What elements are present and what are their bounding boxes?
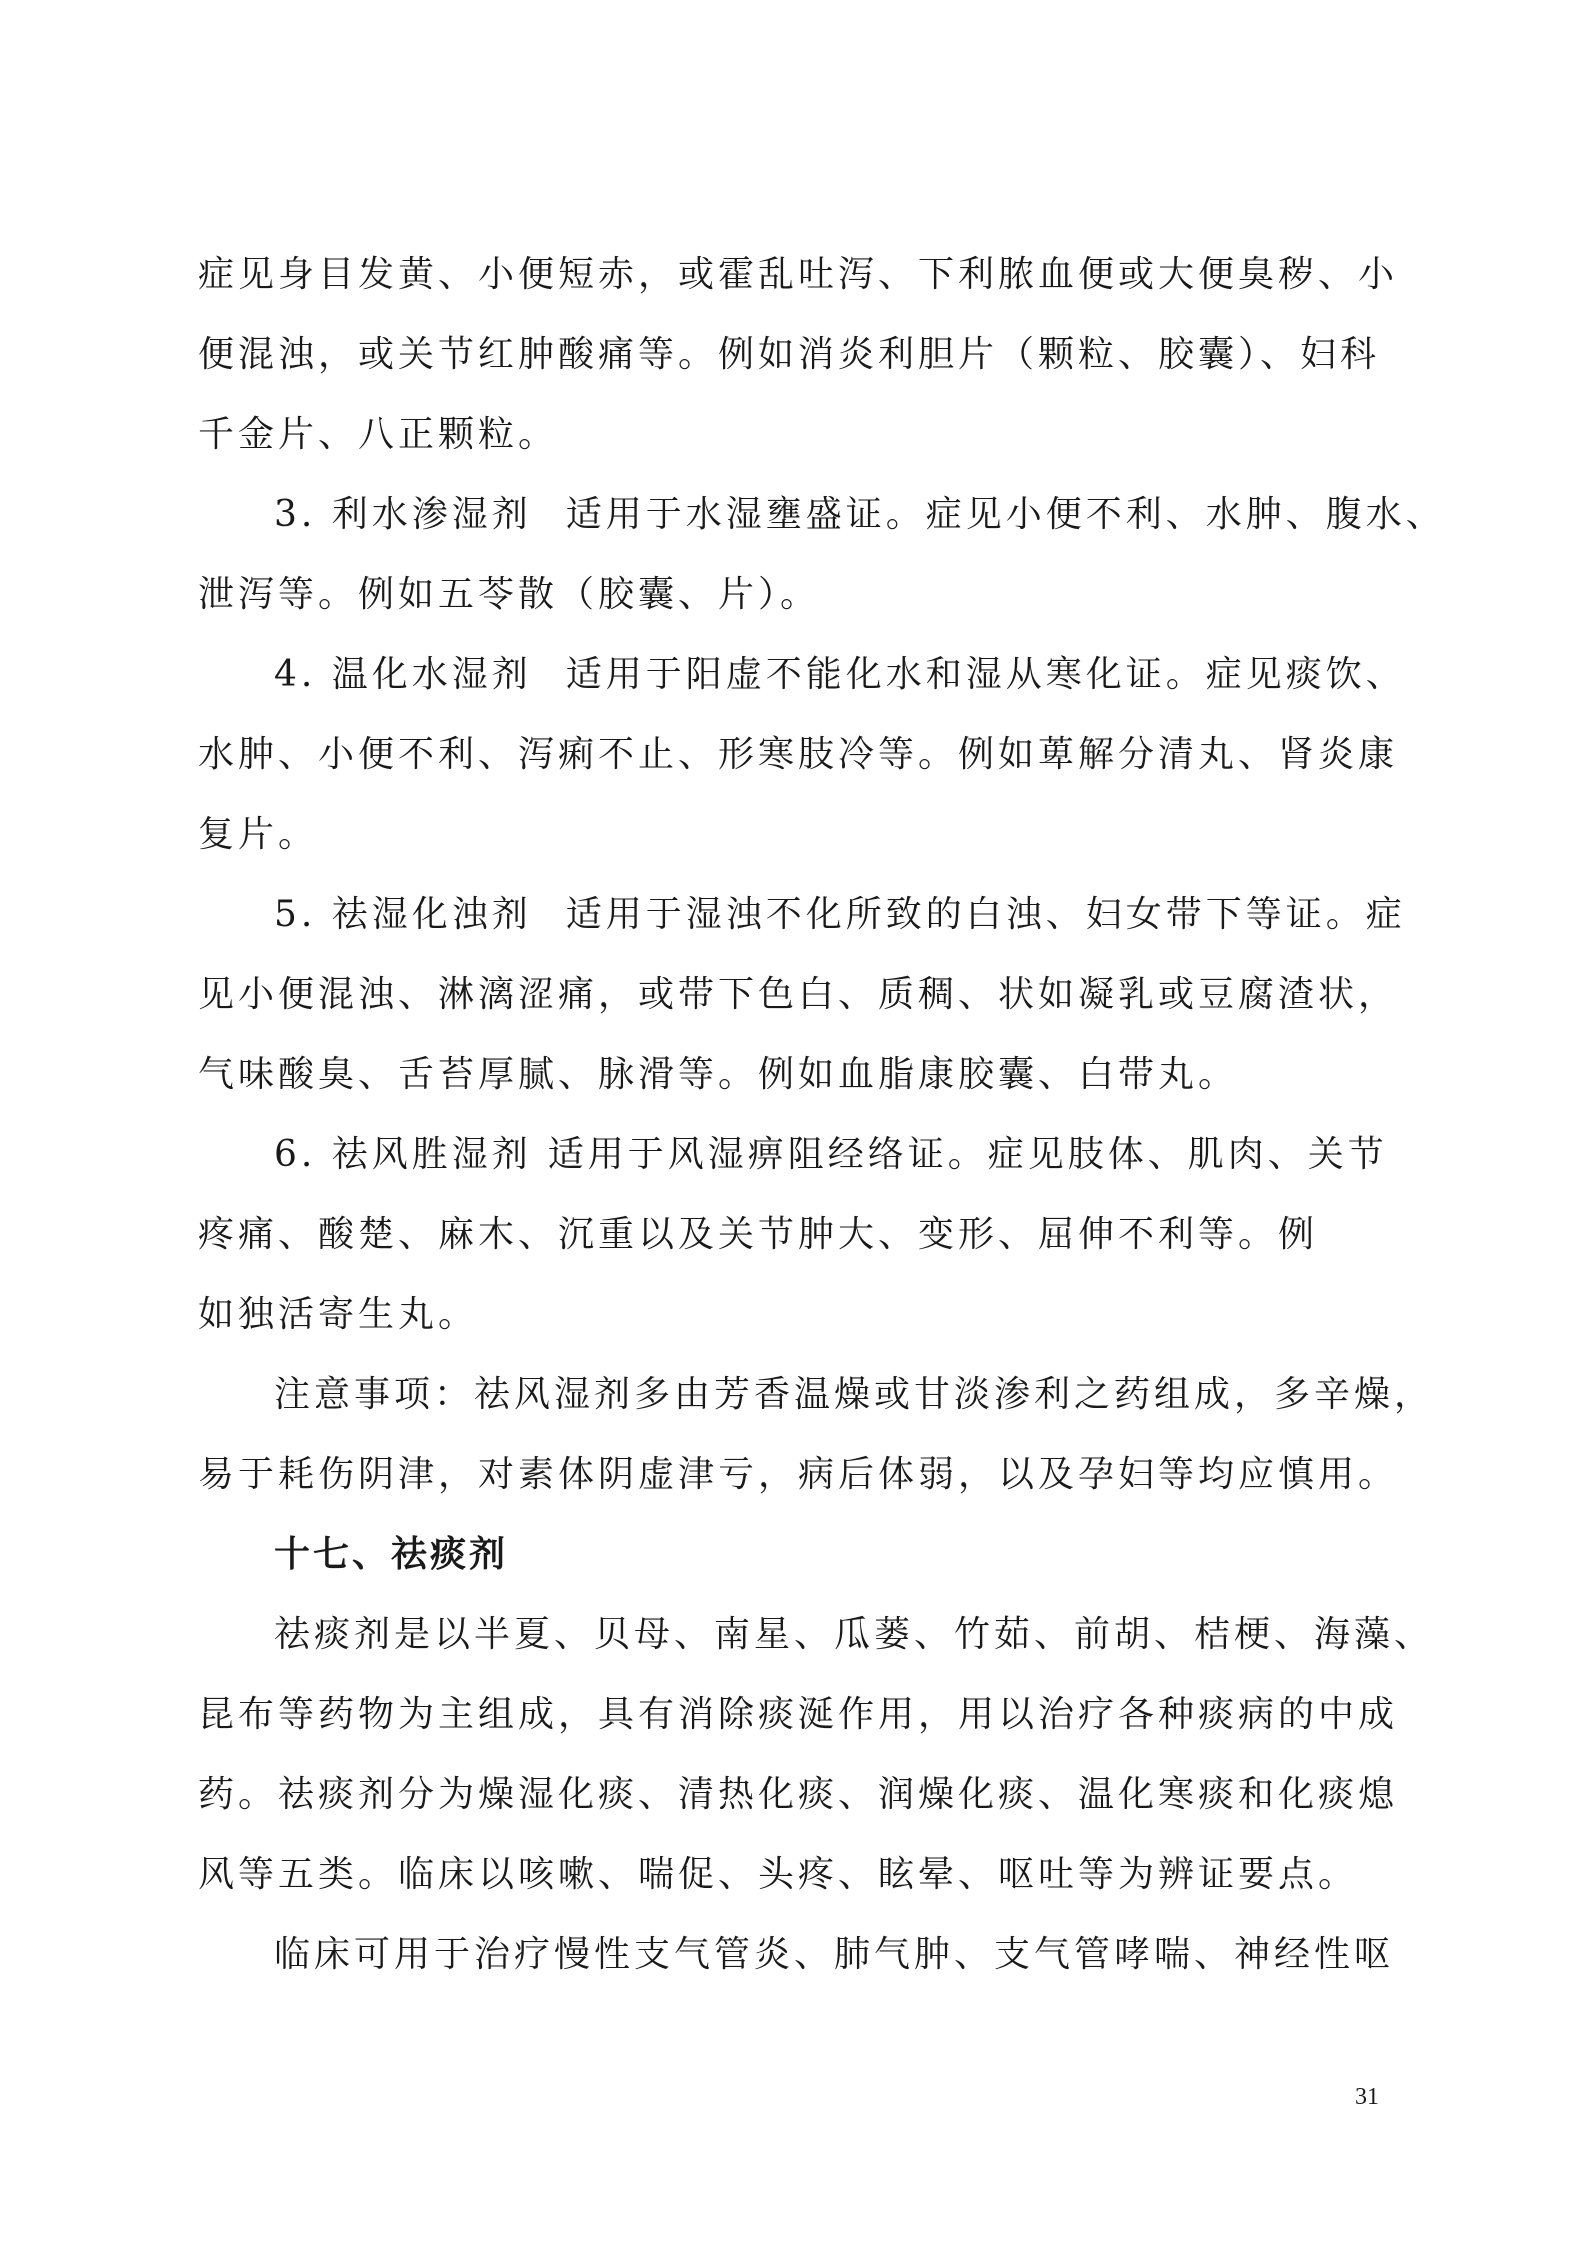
body-text-line: 千金片、八正颗粒。 (198, 414, 559, 455)
list-item-label: 4. 温化水湿剂 (274, 654, 532, 695)
body-text-line: 气味酸臭、舌苔厚腻、脉滑等。例如血脂康胶囊、白带丸。 (198, 1054, 1239, 1095)
list-item-3 (274, 492, 1474, 538)
list-item-5 (274, 892, 1474, 938)
section-heading: 十七、祛痰剂 (274, 1534, 509, 1575)
body-text-line: 药。祛痰剂分为燥湿化痰、清热化痰、润燥化痰、温化寒痰和化痰熄 (198, 1774, 1399, 1815)
body-text-line: 易于耗伤阴津，对素体阴虚津亏，病后体弱，以及孕妇等均应慎用。 (198, 1454, 1399, 1495)
list-item-text: 适用于风湿痹阻经络证。症见肢体、肌肉、关节 (547, 1134, 1388, 1175)
note-paragraph: 注意事项：祛风湿剂多由芳香温燥或甘淡渗利之药组成，多辛燥， (274, 1374, 1435, 1415)
list-item-4 (274, 652, 1474, 698)
list-item-label: 3. 利水渗湿剂 (274, 494, 532, 535)
body-text-line: 泄泻等。例如五苓散（胶囊、片）。 (198, 574, 821, 615)
list-item-label: 5. 祛湿化浊剂 (274, 894, 532, 935)
list-item-label: 6. 祛风胜湿剂 (274, 1134, 532, 1175)
body-text-line: 水肿、小便不利、泻痢不止、形寒肢冷等。例如萆解分清丸、肾炎康 (198, 734, 1399, 775)
clinical-paragraph: 临床可用于治疗慢性支气管炎、肺气肿、支气管哮喘、神经性呕 (274, 1934, 1395, 1975)
body-text-line: 便混浊，或关节红肿酸痛等。例如消炎利胆片（颗粒、胶囊）、妇科 (198, 334, 1381, 375)
intro-paragraph: 祛痰剂是以半夏、贝母、南星、瓜蒌、竹茹、前胡、桔梗、海藻、 (274, 1614, 1435, 1655)
list-item-6 (274, 1132, 1474, 1178)
body-text-line: 复片。 (198, 814, 319, 855)
body-text-line: 症见身目发黄、小便短赤，或霍乱吐泻、下利脓血便或大便臭秽、小 (198, 254, 1399, 295)
list-item-text: 适用于湿浊不化所致的白浊、妇女带下等证。症 (565, 894, 1406, 935)
list-item-text: 适用于水湿壅盛证。症见小便不利、水肿、腹水、 (565, 494, 1446, 535)
body-text-line: 疼痛、酸楚、麻木、沉重以及关节肿大、变形、屈伸不利等。例 (198, 1214, 1319, 1255)
body-text-line: 如独活寄生丸。 (198, 1294, 479, 1335)
body-text-line: 昆布等药物为主组成，具有消除痰涎作用，用以治疗各种痰病的中成 (198, 1694, 1399, 1735)
body-text-line: 见小便混浊、淋漓涩痛，或带下色白、质稠、状如凝乳或豆腐渣状， (198, 974, 1399, 1015)
body-text-line: 风等五类。临床以咳嗽、喘促、头疼、眩晕、呕吐等为辨证要点。 (198, 1854, 1359, 1895)
page-number: 31 (1355, 2084, 1379, 2110)
list-item-text: 适用于阳虚不能化水和湿从寒化证。症见痰饮、 (565, 654, 1406, 695)
